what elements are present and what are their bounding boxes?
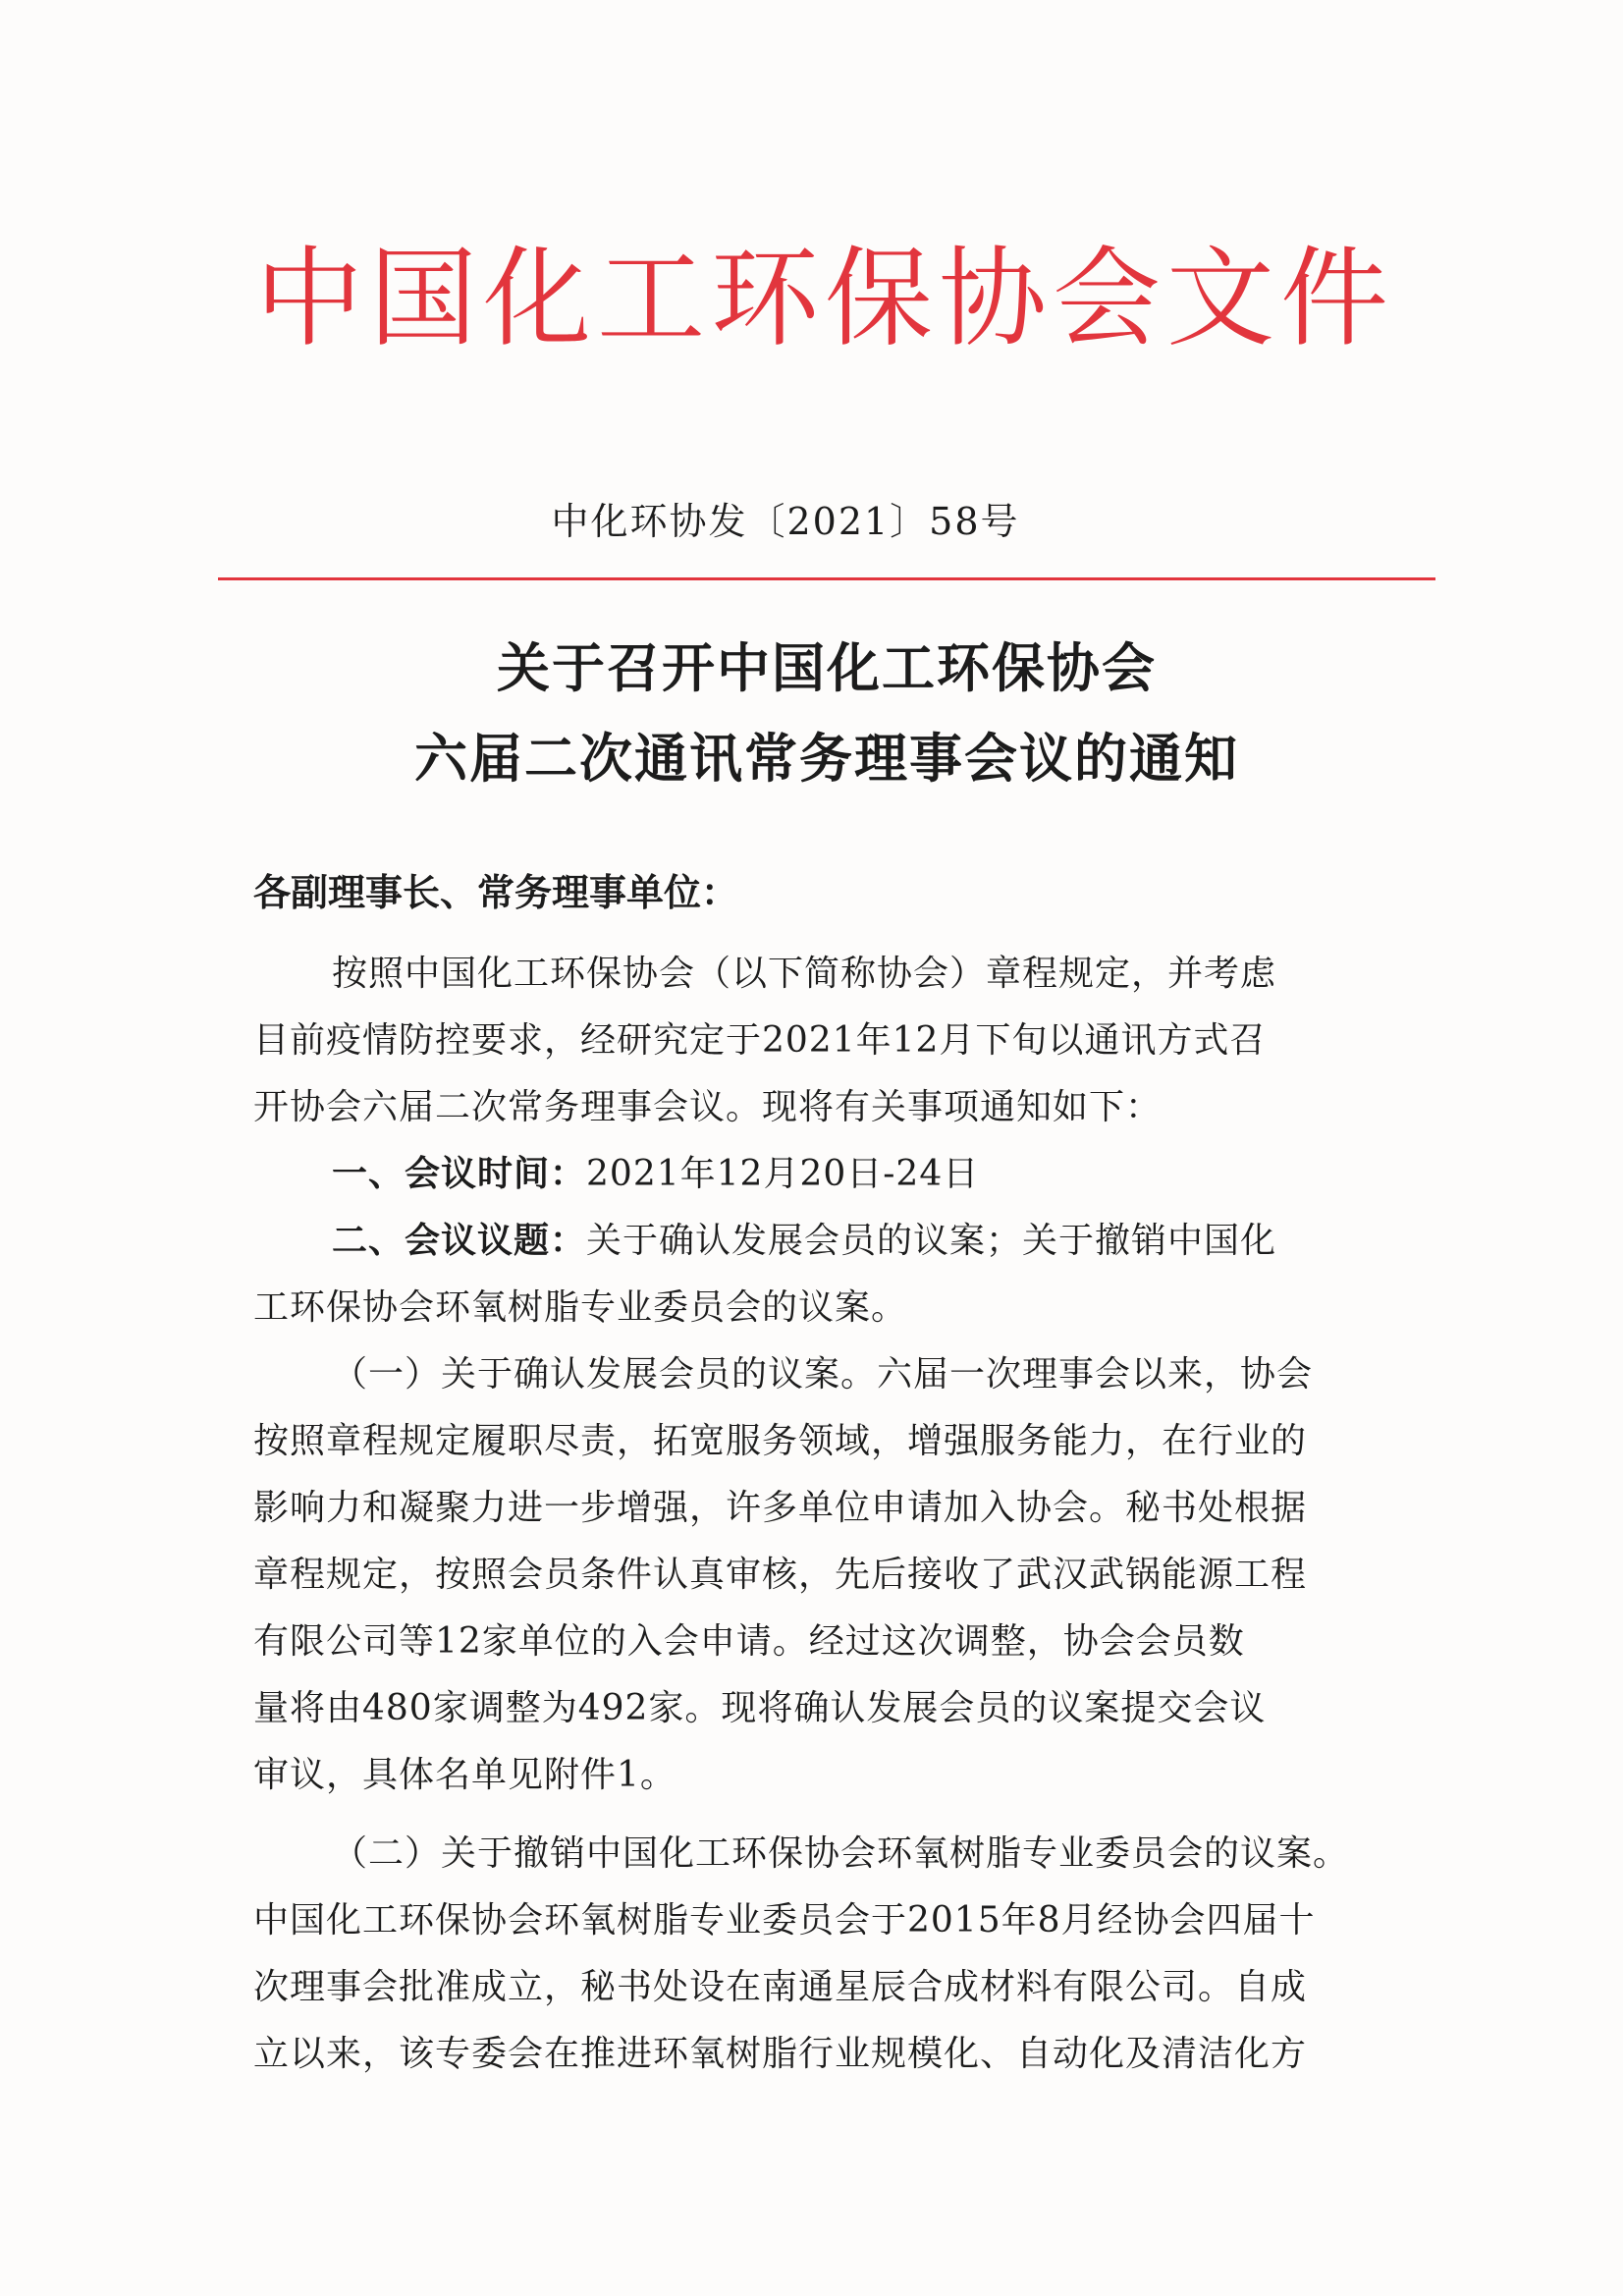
- item-meeting-topics: [253, 1208, 1382, 1275]
- section1-line-6: 量将由480家调整为492家。现将确认发展会员的议案提交会议: [253, 1688, 1267, 1728]
- notice-body: [253, 941, 1382, 2088]
- red-separator-line: [218, 577, 1435, 580]
- section2-line-3: 次理事会批准成立，秘书处设在南通星辰合成材料有限公司。自成: [253, 1967, 1308, 2007]
- item-meeting-topics-cont: 工环保协会环氧树脂专业委员会的议案。: [253, 1287, 908, 1328]
- section1-line-1: （一）关于确认发展会员的议案。六届一次理事会以来，协会: [332, 1354, 1314, 1394]
- section1-line-2: 按照章程规定履职尽责，拓宽服务领域，增强服务能力，在行业的: [253, 1421, 1308, 1461]
- intro-line-2: 目前疫情防控要求，经研究定于2021年12月下旬以通讯方式召: [253, 1020, 1267, 1061]
- notice-title-line-2: 六届二次通讯常务理事会议的通知: [414, 728, 1239, 790]
- notice-title-line-1: 关于召开中国化工环保协会: [497, 637, 1157, 699]
- section1-line-4: 章程规定，按照会员条件认真审核，先后接收了武汉武锅能源工程: [253, 1555, 1308, 1595]
- section2-line-1: （二）关于撤销中国化工环保协会环氧树脂专业委员会的议案。: [332, 1833, 1350, 1874]
- section1-line-3: 影响力和凝聚力进一步增强，许多单位申请加入协会。秘书处根据: [253, 1488, 1308, 1528]
- masthead-title: 中国化工环保协会文件: [255, 236, 1394, 361]
- intro-line-3: 开协会六届二次常务理事会议。现将有关事项通知如下：: [253, 1087, 1163, 1127]
- section2-line-4: 立以来，该专委会在推进环氧树脂行业规模化、自动化及清洁化方: [253, 2034, 1308, 2074]
- item-meeting-time-value: 2021年12月20日-24日: [586, 1154, 980, 1194]
- salutation: 各副理事长、常务理事单位：: [253, 871, 739, 914]
- item-meeting-topics-label: 二、会议议题：: [332, 1221, 587, 1261]
- intro-line-1: 按照中国化工环保协会（以下简称协会）章程规定，并考虑: [332, 954, 1277, 994]
- section1-line-5: 有限公司等12家单位的入会申请。经过这次调整，协会会员数: [253, 1621, 1245, 1662]
- section2-line-2: 中国化工环保协会环氧树脂专业委员会于2015年8月经协会四届十: [253, 1900, 1316, 1941]
- notice-title: [218, 624, 1435, 804]
- document-number: 中化环协发〔2021〕58号: [551, 500, 1020, 543]
- item-meeting-time: [253, 1141, 1382, 1208]
- section1-line-7: 审议，具体名单见附件1。: [253, 1755, 676, 1795]
- item-meeting-topics-value: 关于确认发展会员的议案；关于撤销中国化: [586, 1221, 1277, 1261]
- item-meeting-time-label: 一、会议时间：: [332, 1154, 587, 1194]
